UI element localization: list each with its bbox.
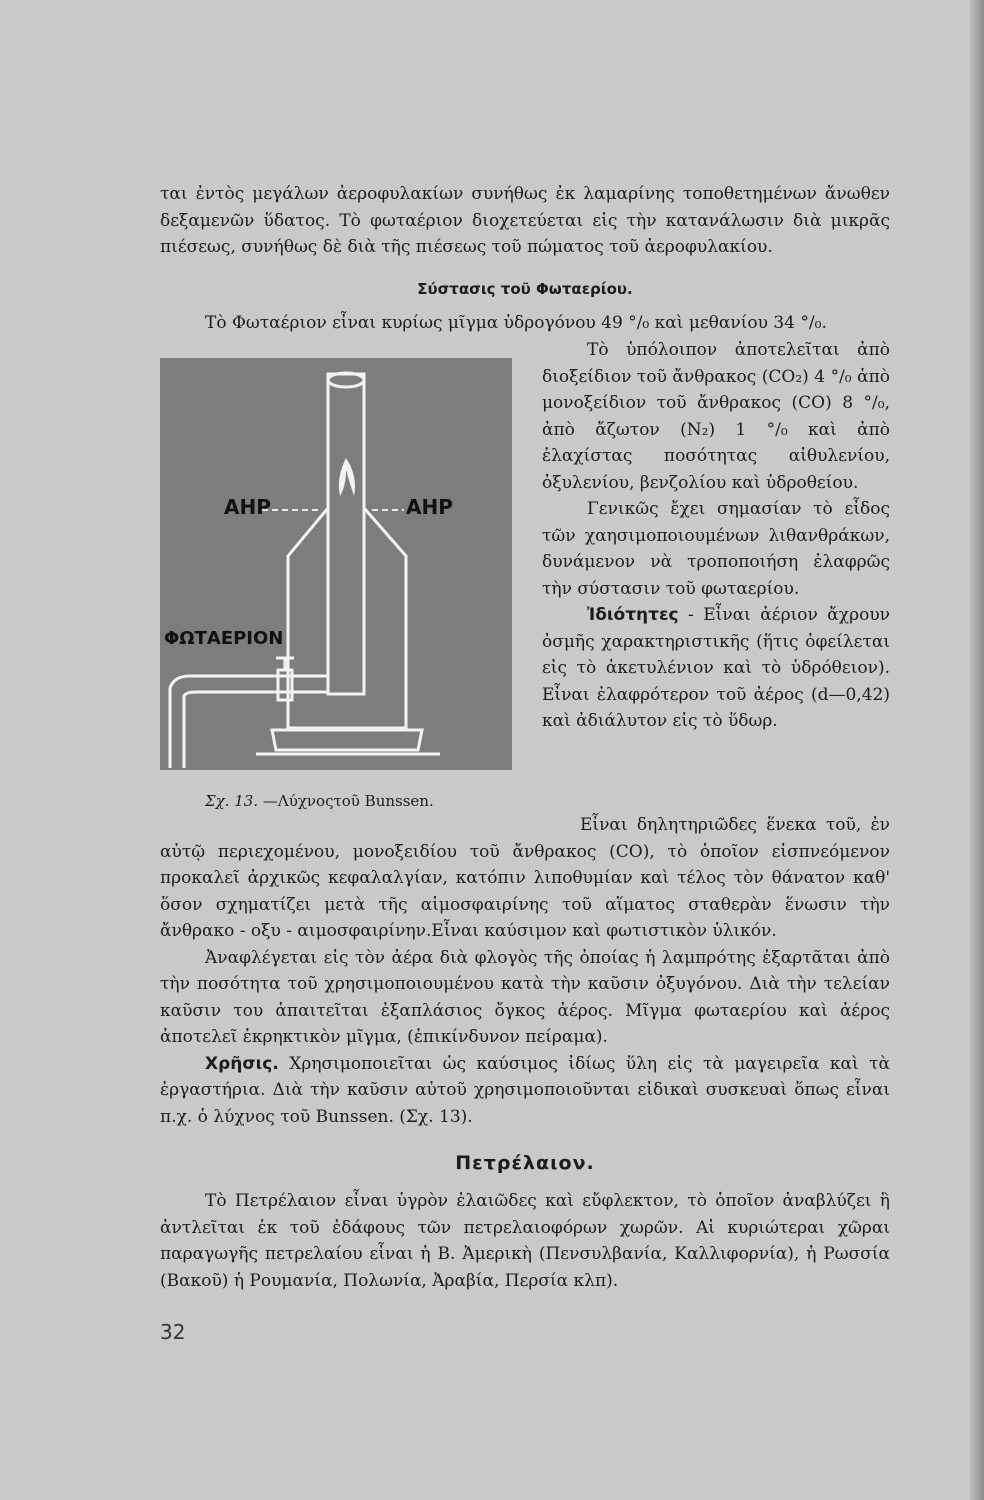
- top-paragraph-text: ται ἐντὸς μεγάλων ἀεροφυλακίων συνήθως ἐκ λαμαρίνης τοποθετημένων ἄνωθεν δεξαμενῶν ὕδατος. Τὸ φωταέριον διοχετεύεται εἰς τὴν κατανάλωσιν διὰ μικρᾶς πιέσεως, συνήθως δὲ διὰ τῆς πιέσεως τοῦ πώματος τοῦ ἀεροφυλακίου.: [160, 184, 890, 257]
- right-column: [542, 337, 890, 735]
- section-title-petroleum: Πετρέλαιον.: [455, 1152, 595, 1174]
- air-label-right: ΑΗΡ: [406, 495, 453, 519]
- bunsen-burner-drawing: [160, 358, 512, 770]
- burner-tube: [328, 374, 364, 694]
- top-paragraph: [160, 181, 890, 261]
- page-number: 32: [160, 1320, 186, 1344]
- valve-handle: [276, 658, 294, 670]
- lower-section: [160, 812, 890, 1130]
- section-title-composition: Σύστασις τοῦ Φωταερίου.: [417, 280, 633, 298]
- air-label-left: ΑΗΡ: [224, 495, 271, 519]
- properties-label: Ἰδιότητες: [587, 605, 679, 625]
- figure-caption: [205, 792, 434, 810]
- usage-text: Χρησιμοποιεῖται ὡς καύσιμος ἰδίως ὕλη εἰς τὰ μαγειρεῖα καὶ τὰ ἐργαστήρια. Διὰ τὴν καῦσιν αὐτοῦ χρησιμοποιοῦνται εἰδικαὶ συσκευαὶ ὅπως εἶναι π.χ. ὁ λύχνος τοῦ Bunssen. (Σχ. 13).: [160, 1053, 890, 1127]
- composition-intro: Τὸ Φωταέριον εἶναι κυρίως μῖγμα ὑδρογόνου 49 °/₀ καὶ μεθανίου 34 °/₀.: [205, 313, 827, 333]
- properties-text: - Εἶναι ἀέριον ἄχρουν ὀσμῆς χαρακτηριστικῆς (ἥτις ὀφείλεται εἰς τὸ ἀκετυλένιον καὶ τὸ ὑδρόθειον). Εἶναι ἐλαφρότερον τοῦ ἀέρος (d—0,42) καὶ ἀδιάλυτον εἰς τὸ ὕδωρ.: [542, 605, 890, 731]
- gas-label: ΦΩΤΑΕΡΙΟΝ: [164, 628, 284, 649]
- caption-prefix: Σχ. 13.: [205, 792, 259, 810]
- coal-paragraph: Γενικῶς ἔχει σημασίαν τὸ εἶδος τῶν χαησιμοποιουμένων λιθανθράκων, δυνάμενον νὰ τροποποιήση ἐλαφρῶς τὴν σύστασιν τοῦ φωταερίου.: [542, 499, 890, 599]
- petroleum-section: [160, 1188, 890, 1294]
- bunsen-burner-figure: [160, 358, 512, 770]
- properties-paragraph: [542, 602, 890, 735]
- burner-base: [272, 730, 422, 750]
- combustion-paragraph: Ἀναφλέγεται εἰς τὸν ἀέρα διὰ φλογὸς τῆς ὁποίας ἡ λαμπρότης ἐξαρτᾶται ἀπὸ τὴν ποσότητα τοῦ χρησιμοποιουμένου κατὰ τὴν καῦσιν ὀξυγόνου. Διὰ τὴν τελείαν καῦσιν του ἀπαιτεῖται ἑξαπλάσιος ὄγκος ἀέρος. Μῖγμα φωταερίου καὶ ἀέρος ἀποτελεῖ ἐκρηκτικὸν μῖγμα, (ἐπικίνδυνον πείραμα).: [160, 947, 890, 1047]
- toxicity-paragraph: Εἶναι δηλητηριῶδες ἕνεκα τοῦ, ἐν αὐτῷ περιεχομένου, μονοξειδίου τοῦ ἄνθρακος (CO), τὸ ὁποῖον εἰσπνεόμενον προκαλεῖ ἀρχικῶς κεφαλαλγίαν, κατόπιν λιποθυμίαν καὶ τέλος τὸν θάνατον καθ' ὅσον σχηματίζει μετὰ τῆς αἱμοσφαιρίνης τοῦ αἵματος σταθερὰν ἕνωσιν τὴν ἄνθρακο - οξυ - αιμοσφαιρίνην.Εἶναι καύσιμον καὶ φωτιστικὸν ὑλικόν.: [160, 815, 890, 941]
- flame-icon: [339, 458, 355, 496]
- petroleum-paragraph: Τὸ Πετρέλαιον εἶναι ὑγρὸν ἐλαιῶδες καὶ εὔφλεκτον, τὸ ὁποῖον ἀναβλύζει ἢ ἀντλεῖται ἐκ τοῦ ἐδάφους τῶν πετρελαιοφόρων χωρῶν. Αἱ κυριώτεραι χῶραι παραγωγῆς πετρελαίου εἶναι ἡ Β. Ἀμερικὴ (Πενσυλβανία, Καλλιφορνία), ἡ Ρωσσία (Βακοῦ) ἡ Ρουμανία, Πολωνία, Ἀραβία, Περσία κλπ).: [160, 1191, 890, 1291]
- page-edge: [970, 0, 984, 1500]
- usage-label: Χρῆσις.: [205, 1053, 279, 1074]
- caption-text: —Λύχνοςτοῦ Bunssen.: [262, 792, 434, 810]
- composition-paragraph: Τὸ ὑπόλοιπον ἀποτελεῖται ἀπὸ διοξείδιον τοῦ ἄνθρακος (CO₂) 4 °/₀ ἀπὸ μονοξείδιον τοῦ ἄνθρακος (CO) 8 °/₀, ἀπὸ ἄζωτον (N₂) 1 °/₀ καὶ ἀπὸ ἐλαχίστας ποσότητας αἰθυλενίου, ὀξυλενίου, βενζολίου καὶ ὑδροθείου.: [542, 340, 890, 493]
- usage-paragraph: [160, 1051, 890, 1131]
